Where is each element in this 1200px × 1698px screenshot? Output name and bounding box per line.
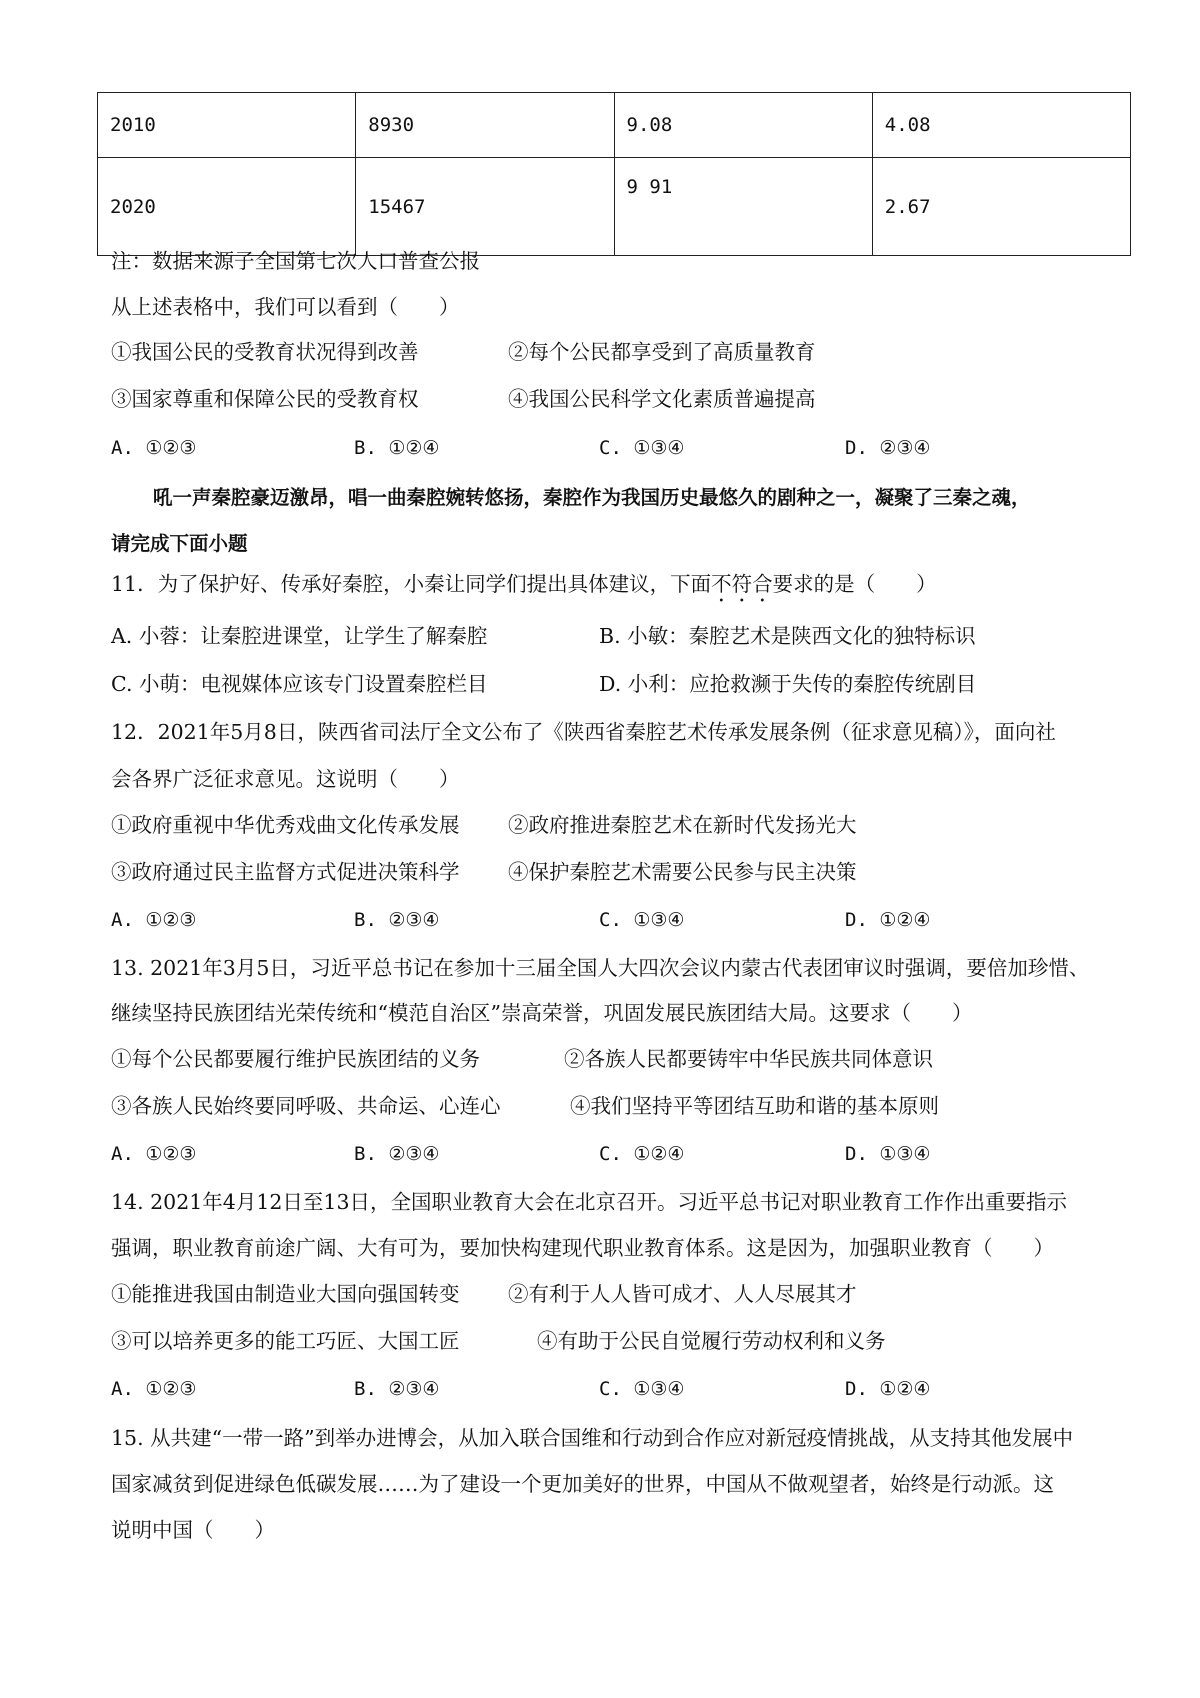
- q10-option-c: C. ①③④: [599, 437, 685, 459]
- q12-statement-1: ①政府重视中华优秀戏曲文化传承发展: [111, 813, 460, 837]
- q10-statement-2: ②每个公民都享受到了高质量教育: [508, 340, 816, 364]
- q14-statement-1: ①能推进我国由制造业大国向强国转变: [111, 1282, 460, 1306]
- q10-statement-4: ④我国公民科学文化素质普遍提高: [508, 387, 816, 411]
- q14-option-b: B. ②③④: [354, 1378, 440, 1400]
- table-row: [98, 93, 1131, 158]
- q12-option-b: B. ②③④: [354, 909, 440, 931]
- q14-stem-line1: 14. 2021年4月12日至13日，全国职业教育大会在北京召开。习近平总书记对职业教育工作作出重要指示: [111, 1190, 1068, 1214]
- table-note: 注：数据来源子全国第七次人口普查公报: [111, 249, 480, 273]
- q12-statement-3: ③政府通过民主监督方式促进决策科学: [111, 860, 460, 884]
- q13-statement-1: ①每个公民都要履行维护民族团结的义务: [111, 1047, 480, 1071]
- q12-option-d: D. ①②④: [845, 909, 931, 931]
- q14-option-a: A. ①②③: [111, 1378, 197, 1400]
- qinqiang-intro-line2: 请完成下面小题: [111, 532, 248, 555]
- q12-statement-4: ④保护秦腔艺术需要公民参与民主决策: [508, 860, 857, 884]
- q10-option-b: B. ①②④: [354, 437, 440, 459]
- q13-option-b: B. ②③④: [354, 1143, 440, 1165]
- q11-option-d: D. 小利：应抢救濒于失传的秦腔传统剧目: [599, 672, 977, 696]
- q13-option-d: D. ①③④: [845, 1143, 931, 1165]
- q13-option-a: A. ①②③: [111, 1143, 197, 1165]
- q12-option-c: C. ①③④: [599, 909, 685, 931]
- education-data-table: [97, 92, 1131, 256]
- q12-option-a: A. ①②③: [111, 909, 197, 931]
- q12-stem-line2: 会各界广泛征求意见。这说明（ ）: [111, 767, 460, 791]
- table-cell: 8930: [356, 93, 614, 158]
- q11-option-a: A. 小蓉：让秦腔进课堂，让学生了解秦腔: [111, 624, 488, 648]
- q11-stem: [111, 572, 937, 607]
- table-cell: 15467: [356, 158, 614, 256]
- q12-statement-2: ②政府推进秦腔艺术在新时代发扬光大: [508, 813, 857, 837]
- q13-stem-line2: 继续坚持民族团结光荣传统和“模范自治区”崇高荣誉，巩固发展民族团结大局。这要求（ ）: [111, 1001, 973, 1025]
- qinqiang-intro-line1: 吼一声秦腔豪迈激昂，唱一曲秦腔婉转悠扬，秦腔作为我国历史最悠久的剧种之一，凝聚了三秦之魂，: [153, 486, 1031, 509]
- q14-statement-3: ③可以培养更多的能工巧匠、大国工匠: [111, 1329, 460, 1353]
- q11-stem-post: 要求的是（ ）: [772, 572, 937, 596]
- q10-option-a: A. ①②③: [111, 437, 197, 459]
- table-cell: 9 91: [614, 158, 872, 256]
- q13-statement-3: ③各族人民始终要同呼吸、共命运、心连心: [111, 1094, 501, 1118]
- q12-stem-line1: 12．2021年5月8日，陕西省司法厅全文公布了《陕西省秦腔艺术传承发展条例（征求意见稿）》，面向社: [111, 720, 1056, 744]
- q14-statement-4: ④有助于公民自觉履行劳动权利和义务: [537, 1329, 886, 1353]
- table-cell: 2.67: [872, 158, 1130, 256]
- q10-statement-3: ③国家尊重和保障公民的受教育权: [111, 387, 419, 411]
- table-cell-year: 2010: [98, 93, 356, 158]
- q15-stem-line2: 国家减贫到促进绿色低碳发展……为了建设一个更加美好的世界，中国从不做观望者，始终是行动派。这: [111, 1472, 1054, 1496]
- q15-stem-line1: 15. 从共建“一带一路”到举办进博会，从加入联合国维和行动到合作应对新冠疫情挑战，从支持其他发展中: [111, 1426, 1074, 1450]
- q11-stem-pre: 11．为了保护好、传承好秦腔，小秦让同学们提出具体建议，下面: [111, 572, 712, 596]
- table-cell: 4.08: [872, 93, 1130, 158]
- q10-statement-1: ①我国公民的受教育状况得到改善: [111, 340, 419, 364]
- q13-stem-line1: 13. 2021年3月5日，习近平总书记在参加十三届全国人大四次会议内蒙古代表团审议时强调，要倍加珍惜、: [111, 956, 1090, 980]
- table-cell: 9.08: [614, 93, 872, 158]
- q14-stem-line2: 强调，职业教育前途广阔、大有可为，要加快构建现代职业教育体系。这是因为，加强职业教育（ ）: [111, 1236, 1054, 1260]
- q14-option-d: D. ①②④: [845, 1378, 931, 1400]
- table-row: [98, 158, 1131, 256]
- q15-stem-line3: 说明中国（ ）: [111, 1518, 275, 1542]
- q14-statement-2: ②有利于人人皆可成才、人人尽展其才: [508, 1282, 857, 1306]
- q10-option-d: D. ②③④: [845, 437, 931, 459]
- q13-statement-4: ④我们坚持平等团结互助和谐的基本原则: [570, 1094, 939, 1118]
- q11-emphasis: 不符合: [711, 572, 773, 596]
- q13-statement-2: ②各族人民都要铸牢中华民族共同体意识: [564, 1047, 933, 1071]
- q11-option-c: C. 小萌：电视媒体应该专门设置秦腔栏目: [111, 672, 488, 696]
- table-cell-year: 2020: [98, 158, 356, 256]
- q14-option-c: C. ①③④: [599, 1378, 685, 1400]
- q13-option-c: C. ①②④: [599, 1143, 685, 1165]
- q11-option-b: B. 小敏：秦腔艺术是陕西文化的独特标识: [599, 624, 976, 648]
- q10-stem: 从上述表格中，我们可以看到（ ）: [111, 295, 460, 319]
